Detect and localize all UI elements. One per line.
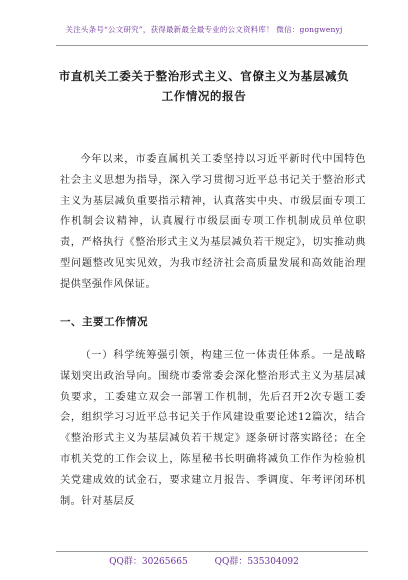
section-paragraph [60,346,366,512]
document-title [40,66,368,106]
section-paragraph-text: （一）科学统筹强引领，构建三位一体责任体系。一是战略谋划突出政治导向。围绕市委常委会深化整治形式主义为基层减负要求，工委建立双会一部署工作机制，先后召开2次专题工委会，组织学习习近平总书记关于作风建设重要论述12篇次，结合《整治形式主义为基层减负若干规定》逐条研讨落实路径；在全市机关党的工作会议上，陈星秘书长明确将减负工作作为检验机关党建成效的试金石，要求建立月报告、季调度、年考评闭环机制。针对基层反 [60,350,366,507]
footer-qq-group-1: QQ群：30265665 [109,557,188,567]
intro-paragraph [60,150,366,296]
document-title-line-2: 工作情况的报告 [161,89,247,103]
section-heading: 一、主要工作情况 [60,316,148,328]
header-divider [56,45,368,46]
footer-divider [56,551,368,552]
intro-paragraph-text: 今年以来，市委直属机关工委坚持以习近平新时代中国特色社会主义思想为指导，深入学习贯彻习近平总书记关于整治形式主义为基层减负重要指示精神，认真落实中央、市级层面专项工作机制会议精神，认真履行市级层面专项工作机制成员单位职责，严格执行《整治形式主义为基层减负若干规定》，切实推动典型问题整改见实见效，为我市经济社会高质量发展和高效能治理提供坚强作风保证。 [60,154,366,290]
footer-qq-group-2: QQ群：535304092 [214,557,299,567]
header-banner: 关注头条号“公文研究”，获得最新最全最专业的公文资料库！ 微信：gongwenyj [65,25,343,34]
document-title-line-1: 市直机关工委关于整治形式主义、官僚主义为基层减负 [58,69,350,83]
footer-contacts [0,554,408,567]
